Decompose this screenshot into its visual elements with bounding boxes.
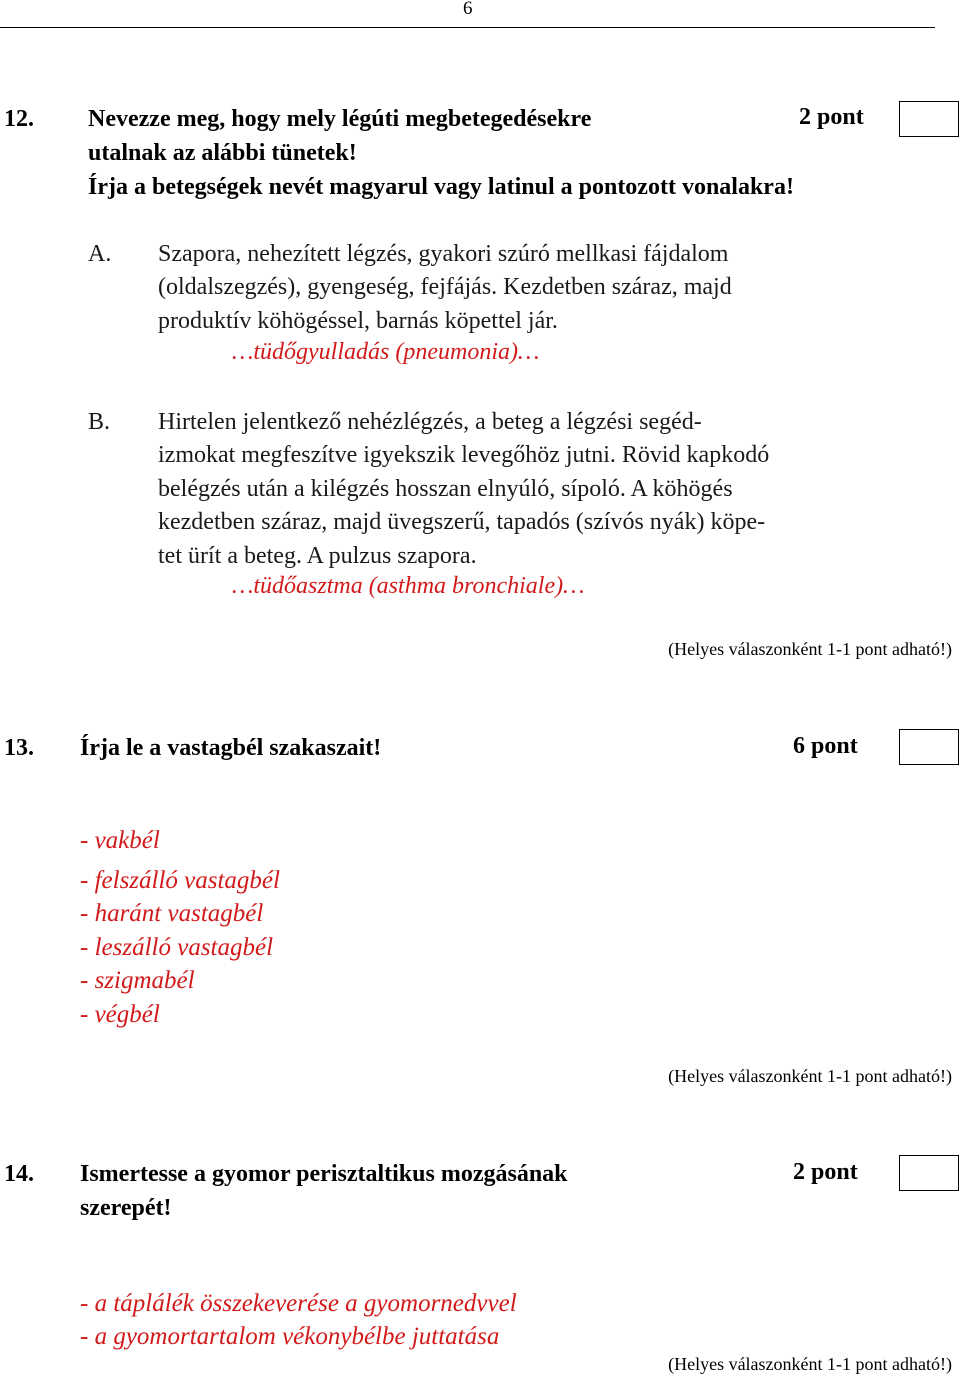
q12-b-label: B. xyxy=(88,409,111,435)
q12-score-box[interactable] xyxy=(899,101,959,137)
q14-title-line2: szerepét! xyxy=(80,1195,172,1221)
q12-a-line: (oldalszegzés), gyengeség, fejfájás. Kezdetben száraz, majd xyxy=(158,274,732,300)
q12-a-line: produktív köhögéssel, barnás köpettel jár. xyxy=(158,308,558,334)
q13-answer-item: - felszálló vastagbél xyxy=(80,867,280,894)
q12-a-answer: …tüdőgyulladás (pneumonia)… xyxy=(232,339,540,365)
q12-scoring-note: (Helyes válaszonként 1-1 pont adható!) xyxy=(668,639,952,659)
q13-answer-item: - szigmabél xyxy=(80,967,195,994)
q14-score-box[interactable] xyxy=(899,1155,959,1191)
q14-answer-item: - a táplálék összekeverése a gyomornedvvel xyxy=(80,1290,517,1317)
q14-points: 2 pont xyxy=(793,1159,858,1185)
q12-a-label: A. xyxy=(88,241,112,267)
q12-b-line: Hirtelen jelentkező nehézlégzés, a beteg a légzési segéd- xyxy=(158,409,702,435)
q14-number: 14. xyxy=(4,1161,34,1187)
q14-title-line1: Ismertesse a gyomor perisztaltikus mozgásának xyxy=(80,1161,568,1187)
q13-number: 13. xyxy=(4,735,34,761)
q12-number: 12. xyxy=(4,106,34,132)
q13-answer-item: - haránt vastagbél xyxy=(80,900,264,927)
q13-scoring-note: (Helyes válaszonként 1-1 pont adható!) xyxy=(668,1066,952,1086)
q12-title-line1: Nevezze meg, hogy mely légúti megbetegedésekre xyxy=(88,106,592,132)
q13-answer-item: - végbél xyxy=(80,1001,160,1028)
q13-score-box[interactable] xyxy=(899,729,959,765)
q12-b-answer: …tüdőasztma (asthma bronchiale)… xyxy=(232,573,585,599)
page-number: 6 xyxy=(463,0,473,19)
q12-b-line: tet ürít a beteg. A pulzus szapora. xyxy=(158,543,477,569)
q13-answer-item: - vakbél xyxy=(80,827,160,854)
header-rule xyxy=(0,27,935,28)
q13-title: Írja le a vastagbél szakaszait! xyxy=(80,735,382,761)
q12-b-line: belégzés után a kilégzés hosszan elnyúló, sípoló. A köhögés xyxy=(158,476,733,502)
q14-answer-item: - a gyomortartalom vékonybélbe juttatása xyxy=(80,1323,500,1350)
q12-b-line: kezdetben száraz, majd üvegszerű, tapadós (szívós nyák) köpe- xyxy=(158,509,766,535)
q12-title-line2: utalnak az alábbi tünetek! xyxy=(88,140,357,166)
q13-points: 6 pont xyxy=(793,733,858,759)
q12-b-line: izmokat megfeszítve igyekszik levegőhöz jutni. Rövid kapkodó xyxy=(158,442,770,468)
q12-points: 2 pont xyxy=(799,104,864,130)
q14-scoring-note: (Helyes válaszonként 1-1 pont adható!) xyxy=(668,1354,952,1374)
q12-a-line: Szapora, nehezített légzés, gyakori szúró mellkasi fájdalom xyxy=(158,241,729,267)
q12-title-line3: Írja a betegségek nevét magyarul vagy latinul a pontozott vonalakra! xyxy=(88,174,794,200)
q13-answer-item: - leszálló vastagbél xyxy=(80,934,274,961)
